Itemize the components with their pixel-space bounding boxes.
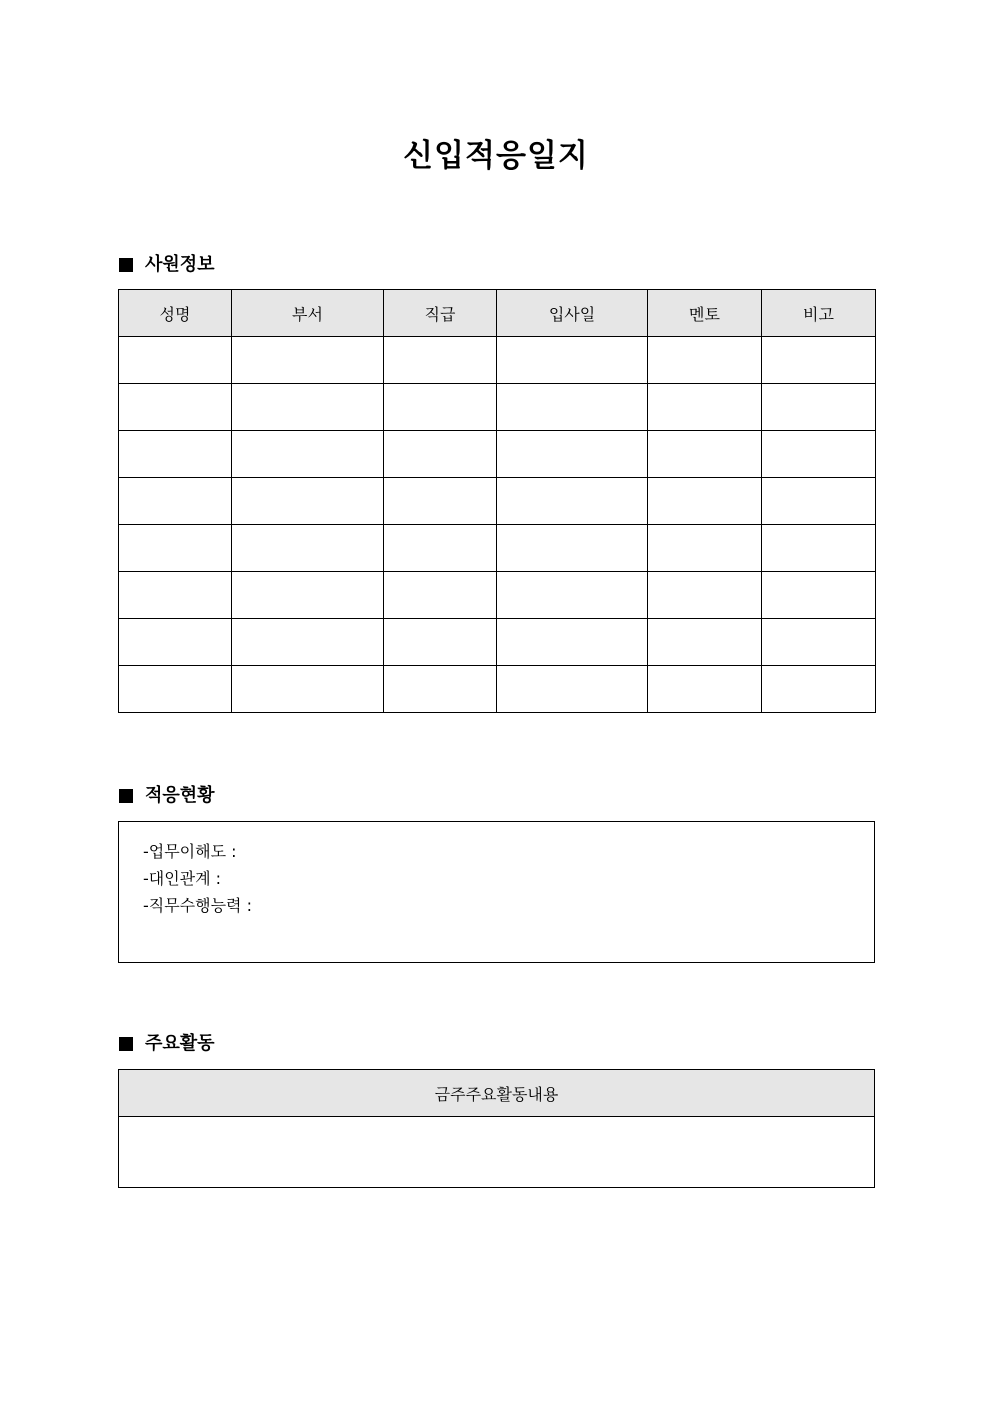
status-line-job-performance: -직무수행능력 : bbox=[143, 896, 252, 915]
table-cell-department[interactable] bbox=[232, 384, 384, 431]
table-header-row bbox=[119, 290, 876, 337]
section-heading-employee bbox=[119, 253, 215, 277]
table-cell-department[interactable] bbox=[232, 572, 384, 619]
table-cell-remarks[interactable] bbox=[762, 431, 876, 478]
table-header-row bbox=[119, 1070, 875, 1117]
table-cell-remarks[interactable] bbox=[762, 525, 876, 572]
table-cell-name[interactable] bbox=[119, 572, 232, 619]
table-cell-mentor[interactable] bbox=[648, 619, 762, 666]
table-cell-department[interactable] bbox=[232, 431, 384, 478]
table-cell-position[interactable] bbox=[384, 619, 497, 666]
section-heading-activities-label: 주요활동 bbox=[145, 1033, 215, 1054]
table-row bbox=[119, 384, 876, 431]
table-cell-mentor[interactable] bbox=[648, 384, 762, 431]
table-cell-position[interactable] bbox=[384, 431, 497, 478]
table-cell-hire-date[interactable] bbox=[497, 666, 648, 713]
employee-info-table bbox=[118, 289, 876, 713]
employee-table-body bbox=[119, 337, 876, 713]
column-header-hire-date: 입사일 bbox=[497, 290, 648, 337]
table-row bbox=[119, 666, 876, 713]
table-cell-mentor[interactable] bbox=[648, 478, 762, 525]
table-cell-name[interactable] bbox=[119, 666, 232, 713]
table-row bbox=[119, 1117, 875, 1188]
document-title: 신입적응일지 bbox=[403, 138, 589, 174]
column-header-weekly-activities: 금주주요활동내용 bbox=[119, 1070, 875, 1117]
table-cell-position[interactable] bbox=[384, 384, 497, 431]
column-header-department: 부서 bbox=[232, 290, 384, 337]
square-bullet-icon bbox=[119, 258, 133, 272]
table-cell-hire-date[interactable] bbox=[497, 619, 648, 666]
table-cell-department[interactable] bbox=[232, 619, 384, 666]
table-cell-mentor[interactable] bbox=[648, 431, 762, 478]
table-cell-position[interactable] bbox=[384, 572, 497, 619]
table-row bbox=[119, 525, 876, 572]
activities-content-cell[interactable] bbox=[119, 1117, 875, 1188]
table-cell-mentor[interactable] bbox=[648, 525, 762, 572]
section-heading-adaptation bbox=[119, 784, 215, 808]
table-row bbox=[119, 431, 876, 478]
table-cell-position[interactable] bbox=[384, 337, 497, 384]
table-cell-department[interactable] bbox=[232, 525, 384, 572]
table-cell-mentor[interactable] bbox=[648, 666, 762, 713]
table-cell-hire-date[interactable] bbox=[497, 572, 648, 619]
table-cell-name[interactable] bbox=[119, 525, 232, 572]
table-cell-position[interactable] bbox=[384, 478, 497, 525]
table-row bbox=[119, 337, 876, 384]
section-heading-employee-label: 사원정보 bbox=[145, 254, 215, 275]
table-cell-hire-date[interactable] bbox=[497, 525, 648, 572]
table-cell-department[interactable] bbox=[232, 337, 384, 384]
column-header-mentor: 멘토 bbox=[648, 290, 762, 337]
table-cell-name[interactable] bbox=[119, 431, 232, 478]
table-cell-remarks[interactable] bbox=[762, 572, 876, 619]
table-row bbox=[119, 619, 876, 666]
table-cell-remarks[interactable] bbox=[762, 478, 876, 525]
column-header-name: 성명 bbox=[119, 290, 232, 337]
table-row bbox=[119, 478, 876, 525]
table-cell-department[interactable] bbox=[232, 478, 384, 525]
square-bullet-icon bbox=[119, 1037, 133, 1051]
table-row bbox=[119, 572, 876, 619]
table-cell-name[interactable] bbox=[119, 384, 232, 431]
table-cell-name[interactable] bbox=[119, 478, 232, 525]
column-header-remarks: 비고 bbox=[762, 290, 876, 337]
table-cell-remarks[interactable] bbox=[762, 666, 876, 713]
table-cell-name[interactable] bbox=[119, 337, 232, 384]
activities-table bbox=[118, 1069, 875, 1188]
table-cell-hire-date[interactable] bbox=[497, 384, 648, 431]
table-cell-hire-date[interactable] bbox=[497, 337, 648, 384]
table-cell-name[interactable] bbox=[119, 619, 232, 666]
status-line-relationships: -대인관계 : bbox=[143, 869, 222, 888]
section-heading-activities bbox=[119, 1032, 215, 1056]
table-cell-position[interactable] bbox=[384, 525, 497, 572]
square-bullet-icon bbox=[119, 789, 133, 803]
table-cell-hire-date[interactable] bbox=[497, 478, 648, 525]
table-cell-mentor[interactable] bbox=[648, 572, 762, 619]
status-line-work-understanding: -업무이해도 : bbox=[143, 842, 237, 861]
table-cell-remarks[interactable] bbox=[762, 384, 876, 431]
table-cell-mentor[interactable] bbox=[648, 337, 762, 384]
adaptation-status-box[interactable] bbox=[118, 821, 875, 963]
section-heading-adaptation-label: 적응현황 bbox=[145, 785, 215, 806]
table-cell-remarks[interactable] bbox=[762, 337, 876, 384]
table-cell-department[interactable] bbox=[232, 666, 384, 713]
column-header-position: 직급 bbox=[384, 290, 497, 337]
table-cell-hire-date[interactable] bbox=[497, 431, 648, 478]
table-cell-remarks[interactable] bbox=[762, 619, 876, 666]
table-cell-position[interactable] bbox=[384, 666, 497, 713]
